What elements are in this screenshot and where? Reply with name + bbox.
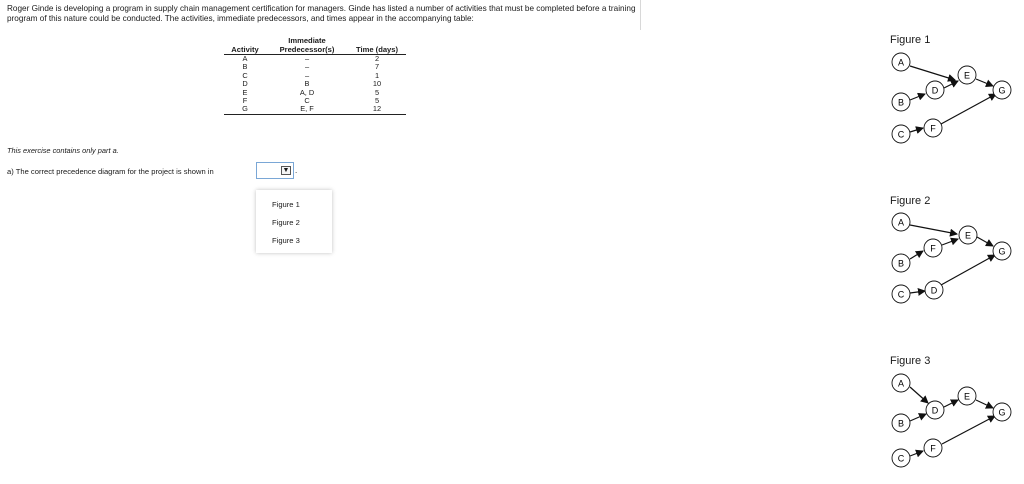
figure-1-title: Figure 1 xyxy=(890,34,931,46)
part-note: This exercise contains only part a. xyxy=(7,146,119,155)
edge-e-g xyxy=(977,237,993,246)
dropdown-arrow-icon[interactable]: ▼ xyxy=(282,167,290,174)
cell-activity: B xyxy=(242,62,248,72)
edge-d-e xyxy=(944,400,958,407)
edge-f-g xyxy=(941,94,996,124)
node-c-label: C xyxy=(897,129,905,140)
dropdown-option-figure-2[interactable]: Figure 2 xyxy=(272,218,300,227)
node-b-label: B xyxy=(897,97,905,108)
figure-2 xyxy=(886,195,1024,305)
figure-1 xyxy=(886,34,1024,144)
node-c xyxy=(892,125,910,143)
cell-activity: A xyxy=(242,54,248,63)
cell-predecessors: – xyxy=(304,62,310,72)
figure-3 xyxy=(886,355,1024,465)
node-b-label: B xyxy=(897,418,905,429)
cell-predecessors: E, F xyxy=(266,105,348,114)
node-d xyxy=(926,401,944,419)
activity-table xyxy=(224,36,406,115)
node-d xyxy=(925,281,943,299)
cell-activity: C xyxy=(242,70,248,80)
figure-1-diagram xyxy=(886,34,1024,144)
node-d-label: D xyxy=(931,85,939,96)
dropdown-menu xyxy=(256,190,332,253)
node-c xyxy=(892,449,910,467)
header-predecessors xyxy=(266,36,348,55)
header-time: Time (days) xyxy=(348,36,406,55)
node-f-label: F xyxy=(930,243,936,254)
edge-d-e xyxy=(944,81,958,88)
node-e-label: E xyxy=(963,391,971,402)
node-b xyxy=(892,254,910,272)
edge-e-g xyxy=(976,79,993,86)
problem-intro: Roger Ginde is developing a program in supply chain management certification for managers. Ginde has listed a number of activities that must be completed before a training program of this nature could be conducted. The activities, immediate predecessors, and times appear in the accompanying table: xyxy=(7,4,636,23)
edge-c-f xyxy=(910,451,923,456)
node-e xyxy=(959,226,977,244)
node-b xyxy=(892,414,910,432)
edge-e-g xyxy=(976,400,993,408)
figure-3-title: Figure 3 xyxy=(890,355,931,367)
cell-time: 10 xyxy=(372,79,382,89)
cell-time: 5 xyxy=(374,96,380,106)
node-g-label: G xyxy=(998,246,1006,257)
node-e-label: E xyxy=(963,70,971,81)
node-e xyxy=(958,387,976,405)
dropdown-option-figure-1[interactable]: Figure 1 xyxy=(272,200,300,209)
header-predecessors-line1: Immediate xyxy=(288,36,326,45)
table-header-row xyxy=(224,36,406,55)
node-g xyxy=(993,81,1011,99)
cell-predecessors: A, D xyxy=(299,87,315,97)
cell-time: 2 xyxy=(374,54,380,63)
cell-activity: E xyxy=(242,87,248,97)
question-text: a) The correct precedence diagram for the project is shown in xyxy=(7,167,214,176)
cell-predecessors: – xyxy=(304,54,310,63)
node-c-label: C xyxy=(897,453,905,464)
edge-d-g xyxy=(941,255,995,285)
node-d-label: D xyxy=(931,405,939,416)
cell-activity: G xyxy=(224,105,266,114)
node-d-label: D xyxy=(930,285,938,296)
edge-b-d xyxy=(910,414,926,421)
header-activity: Activity xyxy=(224,36,266,55)
edge-a-e xyxy=(910,225,957,234)
header-predecessors-line2: Predecessor(s) xyxy=(279,45,335,54)
node-a xyxy=(892,53,910,71)
cell-time: 7 xyxy=(374,62,380,72)
divider xyxy=(640,0,641,30)
figure-2-title: Figure 2 xyxy=(890,195,931,207)
node-a xyxy=(892,374,910,392)
node-g-label: G xyxy=(998,85,1006,96)
node-a-label: A xyxy=(897,217,905,228)
dropdown-option-figure-3[interactable]: Figure 3 xyxy=(272,236,300,245)
edge-b-f xyxy=(910,251,923,259)
node-g xyxy=(993,403,1011,421)
edge-a-e xyxy=(910,66,955,80)
node-g-label: G xyxy=(998,407,1006,418)
question-period: . xyxy=(295,166,298,175)
node-a xyxy=(892,213,910,231)
cell-predecessors: C xyxy=(304,96,310,106)
cell-time: 1 xyxy=(374,70,380,80)
node-c xyxy=(892,285,910,303)
edge-f-g xyxy=(942,416,995,444)
node-a-label: A xyxy=(897,57,905,68)
edge-b-d xyxy=(910,94,925,100)
figure-2-diagram xyxy=(886,195,1024,305)
cell-predecessors: – xyxy=(304,70,310,80)
edge-f-e xyxy=(942,239,958,245)
node-f xyxy=(924,239,942,257)
node-f-label: F xyxy=(930,123,936,134)
cell-activity: F xyxy=(242,96,248,106)
node-f-label: F xyxy=(930,443,936,454)
cell-time: 12 xyxy=(348,105,406,114)
edge-a-d xyxy=(910,387,928,403)
edge-c-d xyxy=(910,291,925,293)
node-e xyxy=(958,66,976,84)
edge-c-f xyxy=(910,128,923,132)
table-row xyxy=(224,105,406,114)
node-g xyxy=(993,242,1011,260)
node-a-label: A xyxy=(897,378,905,389)
node-b xyxy=(892,93,910,111)
node-f xyxy=(924,439,942,457)
cell-time: 5 xyxy=(374,87,380,97)
node-f xyxy=(924,119,942,137)
figure-select[interactable] xyxy=(256,162,294,179)
node-e-label: E xyxy=(964,230,972,241)
node-d xyxy=(926,81,944,99)
cell-activity: D xyxy=(242,79,248,89)
cell-predecessors: B xyxy=(304,79,310,89)
node-c-label: C xyxy=(897,289,905,300)
figure-3-diagram xyxy=(886,355,1024,465)
node-b-label: B xyxy=(897,258,905,269)
